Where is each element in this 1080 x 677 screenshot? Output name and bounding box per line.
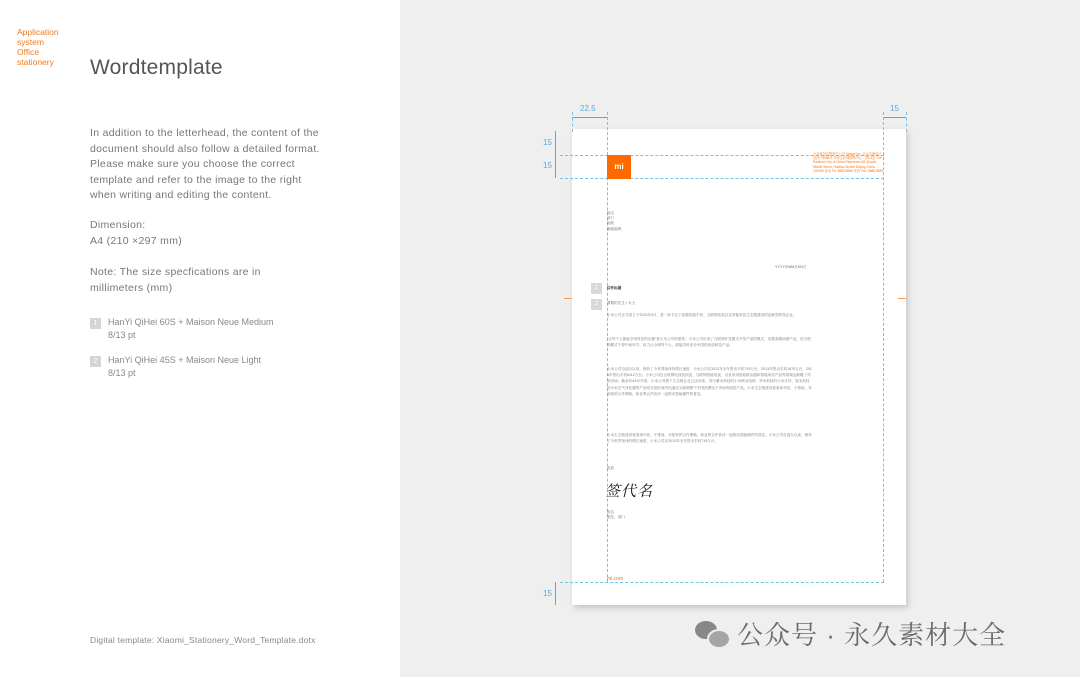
font-spec-size: 8/13 pt xyxy=(108,330,136,340)
section-tag: Application system Office stationery xyxy=(17,27,59,67)
wechat-icon xyxy=(695,619,729,649)
letter-closing: 此致 xyxy=(607,466,615,470)
page-edge-guide xyxy=(572,112,573,132)
intro-text: In addition to the letterhead, the content of the document should also follow a detailed format. Please make sure you choose the correct template and refer to the image to the right when writing and editing the content. xyxy=(90,127,320,201)
dimension-value: A4 (210 ×297 mm) xyxy=(90,235,183,247)
font-spec-size: 8/13 pt xyxy=(108,368,136,378)
signer-block xyxy=(607,510,625,520)
signer-title: 职位，部门 xyxy=(607,515,625,520)
note-text: Note: The size specfications are in millimeters (mm) xyxy=(90,266,261,294)
dimension-line xyxy=(555,131,556,155)
letter-subject: 信件标题 xyxy=(607,286,622,290)
dimension-line xyxy=(555,155,556,178)
font-spec-number: 1 xyxy=(90,318,101,329)
font-spec-name: HanYi QiHei 45S + Maison Neue Light xyxy=(108,355,261,365)
signature: 签代名 xyxy=(605,482,654,500)
font-spec-name: HanYi QiHei 60S + Maison Neue Medium xyxy=(108,317,274,327)
letter-paragraph: 小米公司正式成立于2010年4月，是一家专注于高端智能手机、互联网电视以及智能家居生态链建设的创新型科技企业。 xyxy=(607,313,797,317)
fold-mark xyxy=(564,298,572,299)
signer-name: 姓名 xyxy=(607,510,615,514)
letter-paragraph: 小米生态链建设将秉承开放、不排他、非独家的合作策略，和业界合作伙伴一起推动智能硬件的普及。小米公司自创办以来，保持了令世界惊讶的增长速度，小米公司在2012年全年售出手机719万台。 xyxy=(607,433,812,444)
recipient-line: 姓名 xyxy=(607,211,615,215)
top-margin-label: 15 xyxy=(543,138,552,147)
template-filename: Digital template: Xiaomi_Stationery_Word_Template.dotx xyxy=(90,635,316,645)
watermark xyxy=(695,615,1006,652)
salutation-badge: 2 xyxy=(591,299,602,310)
company-address: 小米科技有限责任公司 Xiaomi Inc. 北京市海淀区清河中街68号 华润五彩城购物中心二期13层 The Rainbow City of China Resources 68 Qinghe Middle Street, Haidian District Beijing China 100085 电话 Tel: 8888 8888 传真 Fax: 8888 8888 xyxy=(813,152,883,173)
watermark-text: 公众号 · 永久素材大全 xyxy=(737,620,1007,650)
bottom-margin-guide xyxy=(560,582,884,583)
left-margin-label: 22.5 xyxy=(580,104,596,113)
bottom-margin-label: 15 xyxy=(543,589,552,598)
description-panel xyxy=(0,0,400,677)
letter-date: YYYY年MM月DD日 xyxy=(775,265,807,269)
subject-badge: 1 xyxy=(591,283,602,294)
footer-url: mi.com xyxy=(607,576,624,582)
page-title: Wordtemplate xyxy=(90,56,223,79)
mi-logo: mi xyxy=(607,155,631,179)
letter-paragraph: "让每个人都能享受科技的乐趣"是小米公司的愿景。小米公司应用了互联网开发模式开发产品的模式，用极客精神做产品，用互联网模式干掉中间环节，致力让全球每个人，都能享用来自中国的优质科技产品。 xyxy=(607,337,811,348)
dimension-line xyxy=(883,117,906,118)
font-spec-2 xyxy=(90,354,350,382)
letter-paragraph: 小米公司自创办以来，保持了令世界惊讶的增长速度，小米公司在2012年全年售出手机719万台，2013年售出手机1870万台，2014年售出手机6112万台。小米公司在互联网电视机顶盒、互联网智能电视，以及家用智能路由器和智能家居产品等领域也颠覆了传统市场。截至2014年年底，小米公司旗下生态链企业已达22家，其中紫米科技的小米移动电源、华米科技的小米手环、智米科技的小米空气净化器等产品均在短时间内迅速成为影响整个中国消费电子市场的明星产品。小米生态链建设将秉承开放、不排他、非独家的合作策略，和业界合作伙伴一起推动智能硬件的普及。 xyxy=(607,367,812,396)
fold-mark xyxy=(898,298,906,299)
recipient-block xyxy=(607,211,647,232)
font-spec-1 xyxy=(90,316,350,344)
page-edge-guide xyxy=(906,112,907,132)
recipient-line: 部门 xyxy=(607,216,615,221)
font-spec-number: 2 xyxy=(90,356,101,367)
right-margin-label: 15 xyxy=(890,104,899,113)
dimension-label: Dimension: xyxy=(90,219,146,231)
recipient-line: 地址 xyxy=(607,221,615,226)
logo-height-label: 15 xyxy=(543,161,552,170)
right-margin-guide xyxy=(883,112,884,582)
dimension-line xyxy=(572,117,607,118)
recipient-line: 邮政编码 xyxy=(607,226,622,231)
letter-salutation: 尊敬的先生 / 女士： xyxy=(607,301,639,305)
dimension-line xyxy=(555,582,556,605)
